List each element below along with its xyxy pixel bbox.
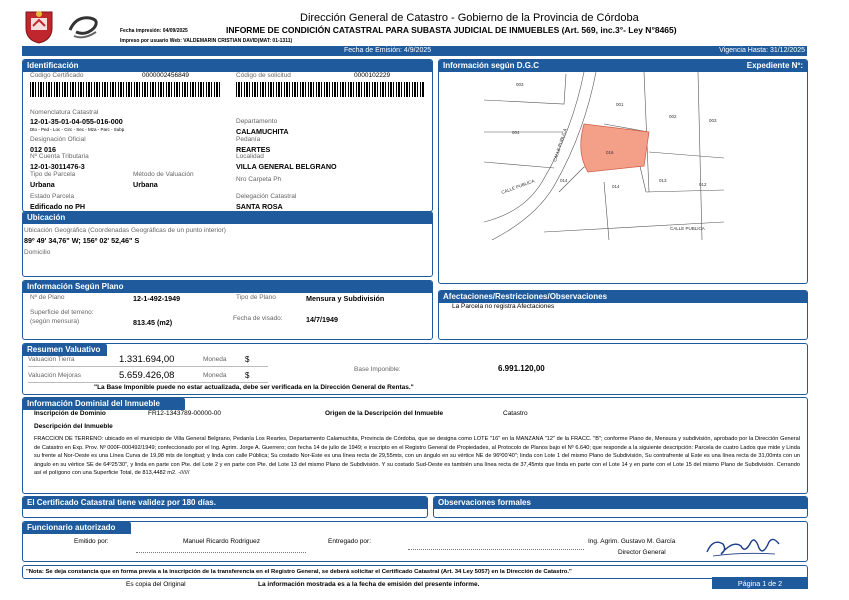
lot-label: 004 [512,130,520,135]
delegacion-label: Delegación Catastral [236,193,297,200]
departamento-value: CALAMUCHITA [236,127,289,136]
plano-title: Información Según Plano [23,281,432,293]
lot-label: 001 [616,102,624,107]
cuenta-value: 12-01-3011476-3 [30,162,85,171]
dgc-title [439,60,807,72]
afectaciones-text: La Parcela no registra Afectaciones [452,303,555,310]
emission-bar [22,46,807,56]
geo-value: 89º 49' 34,76" W; 156º 02' 52,46" S [24,236,140,245]
metodo-label: Método de Valuación [133,171,194,178]
document-title: INFORME DE CONDICIÓN CATASTRAL PARA SUBASTA JUDICIAL DE INMUEBLES (Art. 569, inc.3°- Ley N°8465) [226,25,677,35]
pedania-value: REARTES [236,145,271,154]
street-label: CALLE PUBLICA [552,127,568,163]
origen-value: Catastro [503,410,528,417]
plano-tipo-label: Tipo de Plano [236,294,276,301]
visado-label: Fecha de visado: [233,315,283,322]
localidad-label: Localidad [236,153,264,160]
tipo-parcela-value: Urbana [30,180,55,189]
plano-num-label: Nº de Plano [30,294,65,301]
superficie-value: 813.45 (m2) [133,318,173,327]
nomenclatura-legend: Dto - Ped - Loc - Circ - Sec - Mza - Parc - Subp [30,127,125,132]
descripcion-label: Descripción del Inmueble [34,423,113,430]
lot-label: 013 [659,178,667,183]
validity-date: Vigencia Hasta: 31/12/2025 [719,47,805,54]
lot-label: 002 [669,114,677,119]
entregado-label: Entregado por: [328,538,372,545]
dgc-title-text: Información según D.G.C [443,61,540,70]
tierra-moneda: $ [245,355,250,364]
cert-value: 0000002456849 [142,72,189,79]
print-date: Fecha impresión: 04/09/2025 [120,28,188,34]
parcel-016-highlight [581,124,649,172]
afectaciones-section [438,290,808,340]
lot-label: 014 [560,178,568,183]
lot-label: 014 [612,184,620,189]
tierra-label: Valuación Tierra [28,356,75,363]
footer-note-box [22,565,808,579]
localidad-value: VILLA GENERAL BELGRANO [236,162,337,171]
funcionario-section [22,521,808,562]
province-shield-logo [22,8,56,44]
req-value: 0000102229 [354,72,391,79]
mejoras-moneda: $ [245,371,250,380]
emitido-line [136,552,306,553]
info-label: La información mostrada es a la fecha de emisión del presente informe. [258,581,480,588]
lot-label: 003 [516,82,524,87]
lot-label: 016 [606,150,614,155]
entregado-line [408,549,584,550]
estado-label: Estado Parcela [30,193,75,200]
section-title: Identificación [23,60,432,72]
req-label: Código de solicitud [236,72,291,79]
page-number: Página 1 de 2 [712,577,808,589]
superficie-label: Superficie del terreno: [30,309,94,316]
plano-tipo-value: Mensura y Subdivisión [306,294,385,303]
valuativo-sep [28,366,268,367]
street-label: CALLE PUBLICA [500,178,536,195]
cuenta-label: Nº Cuenta Tributaria [30,153,89,160]
parcel-map [484,72,724,240]
estado-value: Edificado no PH [30,202,86,211]
tierra-moneda-label: Moneda [203,356,227,363]
cert-label: Codigo Certificado [30,72,84,79]
signature-mark [703,532,783,560]
cert-barcode [30,82,220,97]
mejoras-label: Valuación Mejoras [28,372,81,379]
designacion-value: 012 016 [30,145,56,154]
lot-label: 003 [709,118,717,123]
emitido-label: Emitido por: [74,538,109,545]
valuativo-title: Resumen Valuativo [23,344,107,356]
mejoras-moneda-label: Moneda [203,372,227,379]
dominial-title: Información Dominial del Inmueble [23,398,185,410]
org-name: Dirección General de Catastro - Gobierno de la Provincia de Córdoba [300,12,639,24]
delegacion-value: SANTA ROSA [236,202,283,211]
designacion-label: Designación Oficial [30,136,86,143]
observaciones-title: Observaciones formales [434,497,807,509]
visado-value: 14/7/1949 [306,315,338,324]
expediente-label: Expediente Nº: [746,61,803,70]
catastro-swirl-logo [64,10,104,42]
director-title: Director General [618,549,666,556]
tipo-parcela-label: Tipo de Parcela [30,171,76,178]
validez-text: El Certificado Catastral tiene validez por 180 días. [23,497,427,509]
nomenclatura-value: 12-01-35-01-04-055-016-000 [30,117,123,126]
observaciones-section [433,496,808,518]
valuativo-sep [28,382,268,383]
copy-label: Es copia del Original [126,581,186,588]
mejoras-value: 5.659.426,08 [119,370,175,381]
carpeta-label: Nro Carpeta Ph [236,176,282,183]
departamento-label: Departamento [236,118,278,125]
director-name: Ing. Agrim. Gustavo M. García [588,538,676,545]
emission-date: Fecha de Emisión: 4/9/2025 [344,47,432,54]
inscripcion-value: FR12-1343789-00000-00 [148,410,221,417]
inscripcion-label: Inscripción de Dominio [34,410,106,417]
plano-num-value: 12-1-492-1949 [133,294,181,303]
pedania-label: Pedanía [236,136,261,143]
funcionario-title: Funcionario autorizado [23,522,131,534]
validez-section [22,496,428,518]
emitido-value: Manuel Ricardo Rodriguez [183,538,260,545]
metodo-value: Urbana [133,180,158,189]
printed-by: Impreso por usuario Web: VALDEMARIN CRISTIAN DAVID(MAT: 01-1311) [120,38,293,44]
ubicacion-title: Ubicación [23,212,432,224]
superficie-sublabel: (según mensura) [30,318,80,325]
geo-label: Ubicación Geográfica (Coordenadas Geográficas de un punto interior) [24,227,226,234]
base-label: Base Imponible: [354,366,401,373]
descripcion-text: FRACCION DE TERRENO: ubicado en el municipio de Villa General Belgrano, Pedanía Los Reartes, Departamento Calamuchita, Provincia de Córdoba, que se designa como LOTE "16" en la MANZANA "12" de la FRACC. "B"; conforme Plano de, Mensura y subdivisión, aprobado por la Dirección General de Catastro en Exp. Prov. Nº 000F-000492/1949; confeccionado por el Ing. Agrim. Jorge A. Guerrero; con fecha 14 de julio de 1949; e inscripto en el Registro General de Propiedades, al Protocolo de Planos bajo el Nº 6.640; que responde a la siguiente descripción: Parcela de cuatro Lados que mide y Linda su frente al Nor-Oeste es una Línea Curva de 19,98 mts de longitud; y linda con calle Pública; Su costado Nor-Este es una línea recta de 29,55mts, con un ángulo en su vértice NE de 96º00'40"; linda con Lote 1 del mismo Plano de Subdivisión, Su contrafrente al Este es una línea recta de 31,00mts con un ángulo en su vértice SE de 64º25'30", y linda en parte con Pte. del Lote 2 y en parte con Pte. del Lote 13 del mismo Plano de Subdivisión. Y su costado Sud-Oeste es también una línea recta de 37,45mts que linda en parte con el Lote 14 y en parte con el Lote 15 del mismo Plano de Subdivisión. Cerrando así el polígono con una Superficie Total, de 813,4482 m2. -////// [34,436,800,477]
req-barcode [236,82,424,97]
origen-label: Origen de la Descripción del Inmueble [325,410,444,417]
tierra-value: 1.331.694,00 [119,354,175,365]
base-value: 6.991.120,00 [498,364,545,373]
footer-note: "Nota: Se deja constancia que en forma previa a la inscripción de la transferencia en el Registro General, se deberá solicitar el Certificado Catastral (Art. 34 Ley 5057) en la Dirección de Catastro." [26,569,572,575]
base-note: "La Base Imponible puede no estar actualizada, debe ser verificada en la Dirección General de Rentas." [94,384,414,391]
nomenclatura-label: Nomenclatura Catastral [30,109,99,116]
domicilio-label: Domicilio [24,249,51,256]
street-label: CALLE PUBLICA [670,226,705,231]
lot-label: 012 [699,182,707,187]
afectaciones-title: Afectaciones/Restricciones/Observaciones [439,291,807,303]
